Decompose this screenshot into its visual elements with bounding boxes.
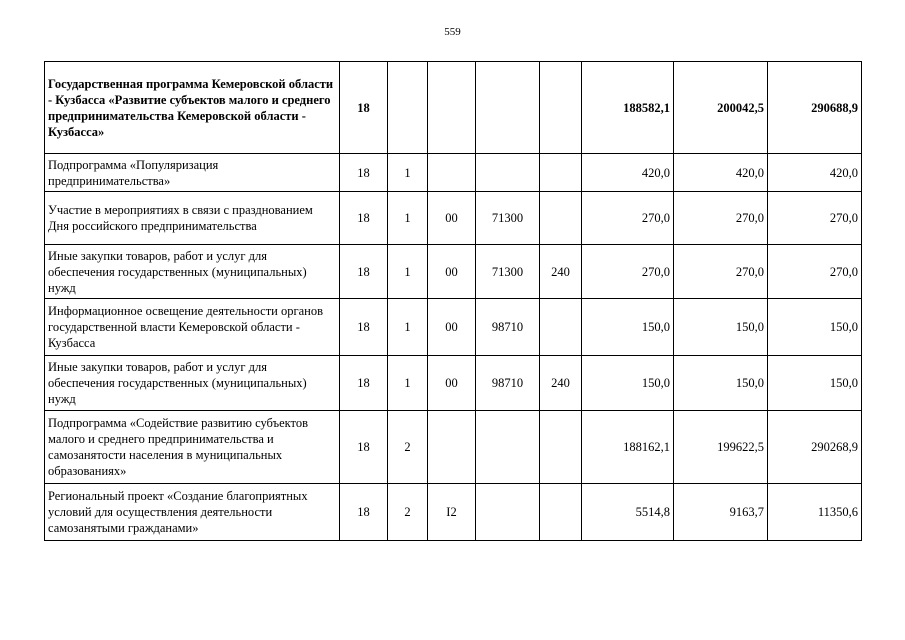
expense-type-code [540, 484, 582, 541]
table-row [45, 299, 862, 356]
direction-code [476, 62, 540, 154]
amount-year-2: 200042,5 [674, 62, 768, 154]
program-code: 18 [340, 411, 388, 484]
table-row [45, 245, 862, 299]
subprogram-code: 1 [388, 192, 428, 245]
amount-year-2: 270,0 [674, 245, 768, 299]
table-row [45, 192, 862, 245]
program-code: 18 [340, 356, 388, 411]
amount-year-1: 188162,1 [582, 411, 674, 484]
expense-type-code: 240 [540, 245, 582, 299]
amount-year-1: 188582,1 [582, 62, 674, 154]
table-row [45, 484, 862, 541]
amount-year-3: 150,0 [768, 356, 862, 411]
event-code: 00 [428, 192, 476, 245]
program-code: 18 [340, 245, 388, 299]
subprogram-code: 2 [388, 411, 428, 484]
amount-year-2: 420,0 [674, 154, 768, 192]
row-name: Иные закупки товаров, работ и услуг для обеспечения государственных (муниципальных) нужд [45, 356, 340, 411]
expense-type-code [540, 192, 582, 245]
direction-code [476, 411, 540, 484]
amount-year-2: 9163,7 [674, 484, 768, 541]
amount-year-1: 270,0 [582, 245, 674, 299]
direction-code: 98710 [476, 356, 540, 411]
direction-code: 71300 [476, 192, 540, 245]
subprogram-code: 1 [388, 299, 428, 356]
table-row [45, 154, 862, 192]
subprogram-code: 1 [388, 356, 428, 411]
row-name: Подпрограмма «Содействие развитию субъектов малого и среднего предпринимательства и самозанятости населения в муниципальных образованиях» [45, 411, 340, 484]
direction-code [476, 484, 540, 541]
amount-year-3: 290688,9 [768, 62, 862, 154]
event-code [428, 62, 476, 154]
event-code [428, 154, 476, 192]
subprogram-code: 1 [388, 154, 428, 192]
amount-year-2: 270,0 [674, 192, 768, 245]
program-code: 18 [340, 299, 388, 356]
amount-year-2: 150,0 [674, 299, 768, 356]
program-code: 18 [340, 484, 388, 541]
event-code: I2 [428, 484, 476, 541]
table-row [45, 62, 862, 154]
row-name: Иные закупки товаров, работ и услуг для обеспечения государственных (муниципальных) нужд [45, 245, 340, 299]
program-code: 18 [340, 154, 388, 192]
amount-year-1: 150,0 [582, 356, 674, 411]
amount-year-3: 150,0 [768, 299, 862, 356]
expense-type-code [540, 154, 582, 192]
event-code: 00 [428, 299, 476, 356]
amount-year-1: 5514,8 [582, 484, 674, 541]
event-code [428, 411, 476, 484]
amount-year-3: 11350,6 [768, 484, 862, 541]
program-code: 18 [340, 62, 388, 154]
row-name: Региональный проект «Создание благоприятных условий для осуществления деятельности самозанятыми гражданами» [45, 484, 340, 541]
direction-code [476, 154, 540, 192]
subprogram-code: 2 [388, 484, 428, 541]
amount-year-1: 270,0 [582, 192, 674, 245]
budget-table [44, 61, 862, 541]
event-code: 00 [428, 245, 476, 299]
page-number: 559 [444, 26, 461, 38]
amount-year-2: 150,0 [674, 356, 768, 411]
amount-year-2: 199622,5 [674, 411, 768, 484]
amount-year-3: 270,0 [768, 245, 862, 299]
row-name: Государственная программа Кемеровской области - Кузбасса «Развитие субъектов малого и среднего предпринимательства Кемеровской области - Кузбасса» [45, 62, 340, 154]
subprogram-code: 1 [388, 245, 428, 299]
direction-code: 98710 [476, 299, 540, 356]
expense-type-code [540, 299, 582, 356]
row-name: Подпрограмма «Популяризация предпринимательства» [45, 154, 340, 192]
table-row [45, 411, 862, 484]
row-name: Участие в мероприятиях в связи с празднованием Дня российского предпринимательства [45, 192, 340, 245]
amount-year-3: 420,0 [768, 154, 862, 192]
event-code: 00 [428, 356, 476, 411]
amount-year-1: 150,0 [582, 299, 674, 356]
expense-type-code [540, 62, 582, 154]
amount-year-1: 420,0 [582, 154, 674, 192]
row-name: Информационное освещение деятельности органов государственной власти Кемеровской области - Кузбасса [45, 299, 340, 356]
table-row [45, 356, 862, 411]
expense-type-code [540, 411, 582, 484]
amount-year-3: 290268,9 [768, 411, 862, 484]
program-code: 18 [340, 192, 388, 245]
expense-type-code: 240 [540, 356, 582, 411]
amount-year-3: 270,0 [768, 192, 862, 245]
direction-code: 71300 [476, 245, 540, 299]
subprogram-code [388, 62, 428, 154]
